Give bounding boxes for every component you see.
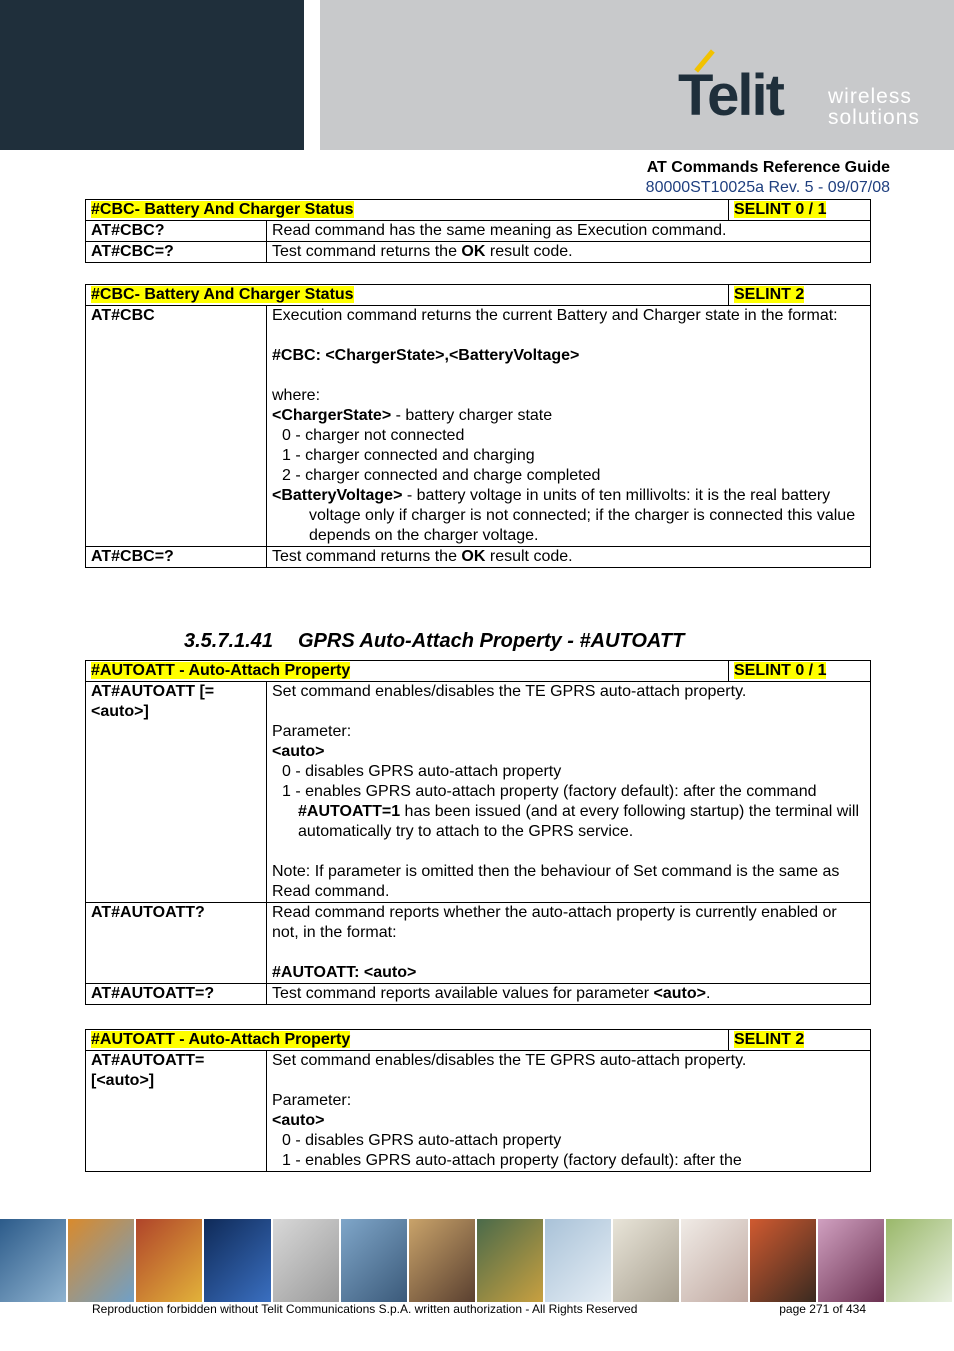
selint-badge: SELINT 2 bbox=[734, 1031, 805, 1048]
param-value: 0 - disables GPRS auto-attach property bbox=[282, 763, 562, 780]
footer-photo-strip bbox=[0, 1219, 954, 1302]
table-row bbox=[86, 682, 871, 903]
table-row bbox=[86, 1051, 871, 1172]
table-title-cell bbox=[86, 285, 729, 306]
text: Test command returns the bbox=[272, 548, 462, 565]
header-dark-panel bbox=[0, 0, 304, 150]
param-value: 1 - charger connected and charging bbox=[282, 447, 535, 464]
read-desc: Read command reports whether the auto-attach property is currently enabled or not, in the format: bbox=[272, 904, 837, 941]
cbc-table-selint2 bbox=[85, 284, 871, 568]
footer-photo bbox=[613, 1219, 681, 1302]
copyright-notice: Reproduction forbidden without Telit Communications S.p.A. written authorization - All Rights Reserved bbox=[92, 1302, 638, 1316]
param-ref: <auto> bbox=[653, 985, 706, 1002]
read-format: #AUTOATT: <auto> bbox=[272, 964, 417, 981]
set-intro: Set command enables/disables the TE GPRS auto-attach property. bbox=[272, 683, 747, 700]
logo-tagline-solutions: solutions bbox=[828, 106, 920, 129]
exec-intro: Execution command returns the current Battery and Charger state in the format: bbox=[272, 307, 838, 324]
param-value: 2 - charger connected and charge completed bbox=[282, 467, 601, 484]
command-cell: AT#CBC=? bbox=[86, 547, 267, 568]
section-title: GPRS Auto-Attach Property - #AUTOATT bbox=[298, 630, 685, 652]
section-number: 3.5.7.1.41 bbox=[184, 630, 273, 652]
param-charger-state bbox=[272, 406, 865, 426]
table-title: #AUTOATT - Auto-Attach Property bbox=[91, 1031, 351, 1048]
note: Note: If parameter is omitted then the behaviour of Set command is the same as Read command. bbox=[272, 863, 840, 900]
param-name: <auto> bbox=[272, 743, 325, 760]
command-cell: AT#CBC? bbox=[86, 221, 267, 242]
where-label: where: bbox=[272, 387, 321, 404]
parameter-label: Parameter: bbox=[272, 1092, 352, 1109]
param-value bbox=[272, 782, 865, 842]
description-cell bbox=[267, 242, 871, 263]
table-row bbox=[86, 547, 871, 568]
table-title-cell bbox=[86, 661, 729, 682]
table-title: #CBC- Battery And Charger Status bbox=[91, 201, 354, 218]
param-desc: - battery charger state bbox=[391, 407, 553, 424]
table-title-cell bbox=[86, 200, 729, 221]
command-cell: AT#CBC bbox=[86, 306, 267, 547]
param-name: <ChargerState> bbox=[272, 407, 392, 424]
description-cell bbox=[267, 903, 871, 984]
selint-cell bbox=[729, 661, 871, 682]
text: result code. bbox=[485, 548, 573, 565]
command-cell: AT#AUTOATT=? bbox=[86, 984, 267, 1005]
footer-photo bbox=[273, 1219, 341, 1302]
command-cell: AT#CBC=? bbox=[86, 242, 267, 263]
selint-cell bbox=[729, 200, 871, 221]
telit-logo bbox=[676, 48, 936, 132]
set-intro: Set command enables/disables the TE GPRS auto-attach property. bbox=[272, 1052, 747, 1069]
table-row bbox=[86, 306, 871, 547]
table-title: #CBC- Battery And Charger Status bbox=[91, 286, 354, 303]
footer-photo bbox=[409, 1219, 477, 1302]
command-cell: AT#AUTOATT? bbox=[86, 903, 267, 984]
text: 1 - enables GPRS auto-attach property (factory default): after the command bbox=[282, 783, 817, 800]
description-cell bbox=[267, 1051, 871, 1172]
selint-cell bbox=[729, 285, 871, 306]
description-cell: Read command has the same meaning as Execution command. bbox=[267, 221, 871, 242]
table-header-row bbox=[86, 1030, 871, 1051]
footer-photo bbox=[750, 1219, 818, 1302]
table-header-row bbox=[86, 661, 871, 682]
page-footer bbox=[92, 1302, 866, 1316]
param-desc: - battery voltage in units of ten millivolts: it is the real battery voltage only if charger is not connected; if the charger is connected this value depends on the charger voltage. bbox=[309, 487, 856, 544]
command-cell: AT#AUTOATT= [<auto>] bbox=[86, 1051, 267, 1172]
ok-result-code: OK bbox=[461, 243, 486, 260]
text: Test command returns the bbox=[272, 243, 462, 260]
param-value: 1 - enables GPRS auto-attach property (factory default): after the bbox=[282, 1152, 742, 1169]
command-cell: AT#AUTOATT [=<auto>] bbox=[86, 682, 267, 903]
document-code: 80000ST10025a Rev. 5 - 09/07/08 bbox=[645, 179, 890, 196]
parameter-label: Parameter: bbox=[272, 723, 352, 740]
exec-format: #CBC: <ChargerState>,<BatteryVoltage> bbox=[272, 347, 580, 364]
text: result code. bbox=[485, 243, 573, 260]
table-title-cell bbox=[86, 1030, 729, 1051]
selint-badge: SELINT 2 bbox=[734, 286, 805, 303]
logo-tagline-wireless: wireless bbox=[828, 85, 912, 108]
table-row bbox=[86, 242, 871, 263]
param-name: <auto> bbox=[272, 1112, 325, 1129]
table-title: #AUTOATT - Auto-Attach Property bbox=[91, 662, 351, 679]
param-battery-voltage bbox=[272, 486, 865, 546]
footer-photo bbox=[204, 1219, 272, 1302]
description-cell bbox=[267, 682, 871, 903]
footer-photo bbox=[68, 1219, 136, 1302]
param-name: <BatteryVoltage> bbox=[272, 487, 403, 504]
table-header-row bbox=[86, 200, 871, 221]
text: has been issued (and at every following startup) the terminal will automatically try to attach to the GPRS service. bbox=[298, 803, 859, 840]
footer-photo bbox=[477, 1219, 545, 1302]
table-row bbox=[86, 903, 871, 984]
section-heading bbox=[184, 630, 684, 653]
param-value: 0 - charger not connected bbox=[282, 427, 465, 444]
footer-photo bbox=[136, 1219, 204, 1302]
footer-photo bbox=[681, 1219, 749, 1302]
ok-result-code: OK bbox=[461, 548, 486, 565]
footer-photo bbox=[0, 1219, 68, 1302]
autoatt-table-selint2 bbox=[85, 1029, 871, 1172]
logo-wordmark: Telit bbox=[678, 63, 783, 128]
document-title: AT Commands Reference Guide bbox=[646, 159, 890, 176]
text: Test command reports available values for parameter bbox=[272, 985, 654, 1002]
param-value: 0 - disables GPRS auto-attach property bbox=[282, 1132, 562, 1149]
text: . bbox=[705, 985, 711, 1002]
command-ref: #AUTOATT=1 bbox=[298, 803, 401, 820]
footer-photo bbox=[341, 1219, 409, 1302]
autoatt-table-selint01 bbox=[85, 660, 871, 1005]
selint-badge: SELINT 0 / 1 bbox=[734, 662, 827, 679]
footer-photo bbox=[545, 1219, 613, 1302]
footer-photo bbox=[886, 1219, 954, 1302]
selint-badge: SELINT 0 / 1 bbox=[734, 201, 827, 218]
description-cell bbox=[267, 547, 871, 568]
cbc-table-selint01 bbox=[85, 199, 871, 263]
description-cell bbox=[267, 984, 871, 1005]
page-number: page 271 of 434 bbox=[779, 1302, 866, 1316]
table-row bbox=[86, 221, 871, 242]
selint-cell bbox=[729, 1030, 871, 1051]
footer-photo bbox=[818, 1219, 886, 1302]
table-row bbox=[86, 984, 871, 1005]
table-header-row bbox=[86, 285, 871, 306]
description-cell bbox=[267, 306, 871, 547]
